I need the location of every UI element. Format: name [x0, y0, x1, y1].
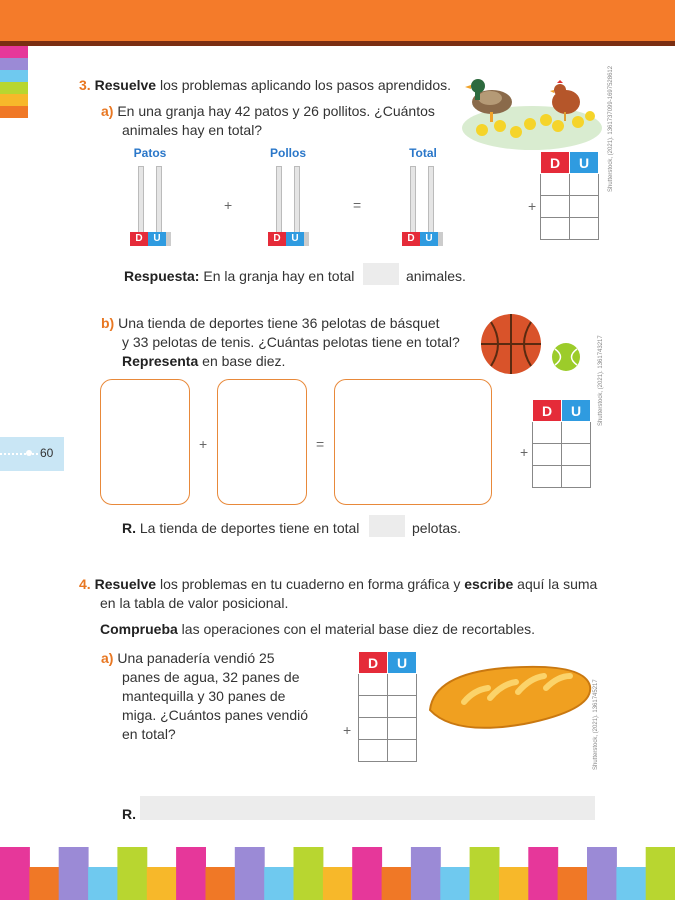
abacus-u-label: U: [286, 232, 304, 246]
drawing-box-2[interactable]: [217, 379, 307, 505]
top-brown-line: [0, 41, 675, 46]
col-total: Total: [409, 146, 437, 160]
ex3-verb: Resuelve: [94, 77, 157, 93]
ex3a-text1: En una granja hay 42 patos y 26 pollitos. ¿Cuántos: [117, 103, 435, 119]
stripe: [0, 106, 28, 118]
table-header-u: U: [562, 400, 591, 422]
credit-3b: Shutterstock, (2021). 1361743217: [598, 335, 604, 426]
ex4-text1: los problemas en tu cuaderno en forma gráfica y: [156, 576, 465, 592]
ex3b-line2: y 33 pelotas de tenis. ¿Cuántas pelotas tiene en total?: [122, 334, 460, 350]
ex3a-line2: animales hay en total?: [122, 122, 263, 138]
table-header-d: D: [359, 652, 388, 674]
table-plus-sign: +: [528, 198, 537, 214]
ex4a-line5: en total?: [122, 726, 176, 742]
table-plus-sign: +: [520, 444, 529, 460]
table-header-d: D: [541, 152, 570, 174]
stripe: [0, 70, 28, 82]
table-header-u: U: [388, 652, 417, 674]
pattern-column: [470, 847, 500, 900]
pattern-column: [264, 867, 294, 900]
ex4a-answer-label: R.: [122, 806, 136, 822]
pattern-column: [59, 847, 89, 900]
ex3b-label: b): [101, 315, 115, 331]
ex3a-answer: [124, 267, 354, 285]
pattern-column: [411, 847, 441, 900]
abacus-u-label: U: [148, 232, 166, 246]
pattern-column: [646, 847, 675, 900]
page-number-tab: [0, 437, 64, 471]
ex3b-text1: Una tienda de deportes tiene 36 pelotas de básquet: [118, 315, 440, 331]
plus-sign: +: [199, 436, 208, 452]
value-table-3b: [532, 399, 591, 488]
table-cell[interactable]: [562, 444, 591, 466]
pattern-column: [616, 867, 646, 900]
page-number: 60: [40, 446, 54, 460]
answer-line-4a[interactable]: [140, 796, 595, 820]
value-table-3a: [540, 151, 599, 240]
ex4-number: 4.: [79, 576, 91, 592]
ex3a-line1: [101, 102, 435, 120]
table-cell[interactable]: [562, 466, 591, 488]
pattern-column: [0, 847, 30, 900]
ex4a-line2: panes de agua, 32 panes de: [122, 669, 300, 685]
pattern-column: [499, 867, 529, 900]
bottom-color-pattern: [0, 847, 675, 900]
pattern-column: [558, 867, 588, 900]
pattern-column: [176, 847, 206, 900]
stripe: [0, 82, 28, 94]
table-cell[interactable]: [359, 696, 388, 718]
ex3b-verb: Representa: [122, 353, 199, 369]
ex3-text: los problemas aplicando los pasos aprendidos.: [156, 77, 452, 93]
ducks-chicks-image: [460, 72, 605, 152]
credit-4: Shutterstock, (2021). 1361745217: [593, 679, 599, 770]
table-header-u: U: [570, 152, 599, 174]
equals-sign: =: [353, 197, 362, 213]
pattern-column: [528, 847, 558, 900]
table-cell[interactable]: [359, 718, 388, 740]
pattern-column: [29, 867, 59, 900]
pattern-column: [352, 847, 382, 900]
abacus-patos: [130, 166, 170, 246]
ex3b-text3: en base diez.: [198, 353, 286, 369]
abacus-pollos: [268, 166, 308, 246]
table-cell[interactable]: [388, 696, 417, 718]
pattern-column: [440, 867, 470, 900]
ex4-text2: aquí la suma: [513, 576, 598, 592]
answer-label: R.: [122, 520, 136, 536]
table-cell[interactable]: [541, 218, 570, 240]
pattern-column: [147, 867, 177, 900]
pattern-column: [88, 867, 118, 900]
stripe: [0, 94, 28, 106]
ex4a-text1: Una panadería vendió 25: [117, 650, 275, 666]
table-cell[interactable]: [359, 740, 388, 762]
bread-image: [424, 660, 594, 734]
stripe: [0, 46, 28, 58]
drawing-box-total[interactable]: [334, 379, 492, 505]
table-cell[interactable]: [359, 674, 388, 696]
table-cell[interactable]: [533, 444, 562, 466]
table-cell[interactable]: [562, 422, 591, 444]
ex4-text3: las operaciones con el material base diez de recortables.: [177, 621, 535, 637]
basketball-image: [479, 312, 543, 376]
table-cell[interactable]: [388, 740, 417, 762]
col-pollos: Pollos: [269, 146, 306, 160]
abacus-u-label: U: [420, 232, 438, 246]
top-orange-bar: [0, 0, 675, 41]
abacus-total: [402, 166, 442, 246]
table-cell[interactable]: [541, 196, 570, 218]
ex4-verb1: Resuelve: [94, 576, 157, 592]
ex4-line3: [100, 620, 535, 638]
answer-box-3a[interactable]: [363, 263, 399, 285]
ex4a-line4: miga. ¿Cuántos panes vendió: [122, 707, 308, 723]
ex4-line2: en la tabla de valor posicional.: [100, 595, 289, 611]
answer-text: La tienda de deportes tiene en total: [136, 520, 360, 536]
stripe: [0, 58, 28, 70]
ex4a-line1: [101, 649, 275, 667]
ex4-verb3: Comprueba: [100, 621, 178, 637]
pattern-column: [382, 867, 412, 900]
ex3-number: 3.: [79, 77, 91, 93]
ex4-verb2: escribe: [464, 576, 514, 592]
table-cell[interactable]: [533, 422, 562, 444]
table-cell[interactable]: [570, 218, 599, 240]
abacus-d-label: D: [402, 232, 420, 246]
ex4a-label: a): [101, 650, 114, 666]
answer-text: En la granja hay en total: [199, 268, 355, 284]
answer-unit-3b: pelotas.: [412, 520, 462, 536]
equals-sign: =: [316, 436, 325, 452]
ex4a-line3: mantequilla y 30 panes de: [122, 688, 286, 704]
table-cell[interactable]: [570, 196, 599, 218]
pattern-column: [235, 847, 265, 900]
table-cell[interactable]: [533, 466, 562, 488]
ex3-instruction: [79, 76, 451, 94]
table-plus-sign: +: [343, 722, 352, 738]
ex3b-line1: [101, 314, 440, 332]
plus-sign: +: [224, 197, 233, 213]
ex3b-line3: [122, 352, 285, 370]
table-cell[interactable]: [388, 718, 417, 740]
abacus-d-label: D: [130, 232, 148, 246]
tennis-ball-image: [550, 341, 582, 373]
ex4-line1: [79, 575, 597, 593]
table-header-d: D: [533, 400, 562, 422]
ex3b-answer: [122, 519, 359, 537]
answer-box-3b[interactable]: [369, 515, 405, 537]
table-cell[interactable]: [541, 174, 570, 196]
answer-label: Respuesta:: [124, 268, 200, 284]
value-table-4a: [358, 651, 417, 762]
table-cell[interactable]: [388, 674, 417, 696]
abacus-d-label: D: [268, 232, 286, 246]
credit-3a: Shutterstock, (2021). 1361737099-1697528612: [608, 65, 614, 192]
pattern-column: [294, 847, 324, 900]
pattern-column: [117, 847, 147, 900]
ex3a-label: a): [101, 103, 114, 119]
table-cell[interactable]: [570, 174, 599, 196]
drawing-box-1[interactable]: [100, 379, 190, 505]
answer-unit-3a: animales.: [406, 268, 466, 284]
pattern-column: [587, 847, 617, 900]
pattern-column: [323, 867, 353, 900]
pattern-column: [206, 867, 236, 900]
col-patos: Patos: [133, 146, 167, 160]
